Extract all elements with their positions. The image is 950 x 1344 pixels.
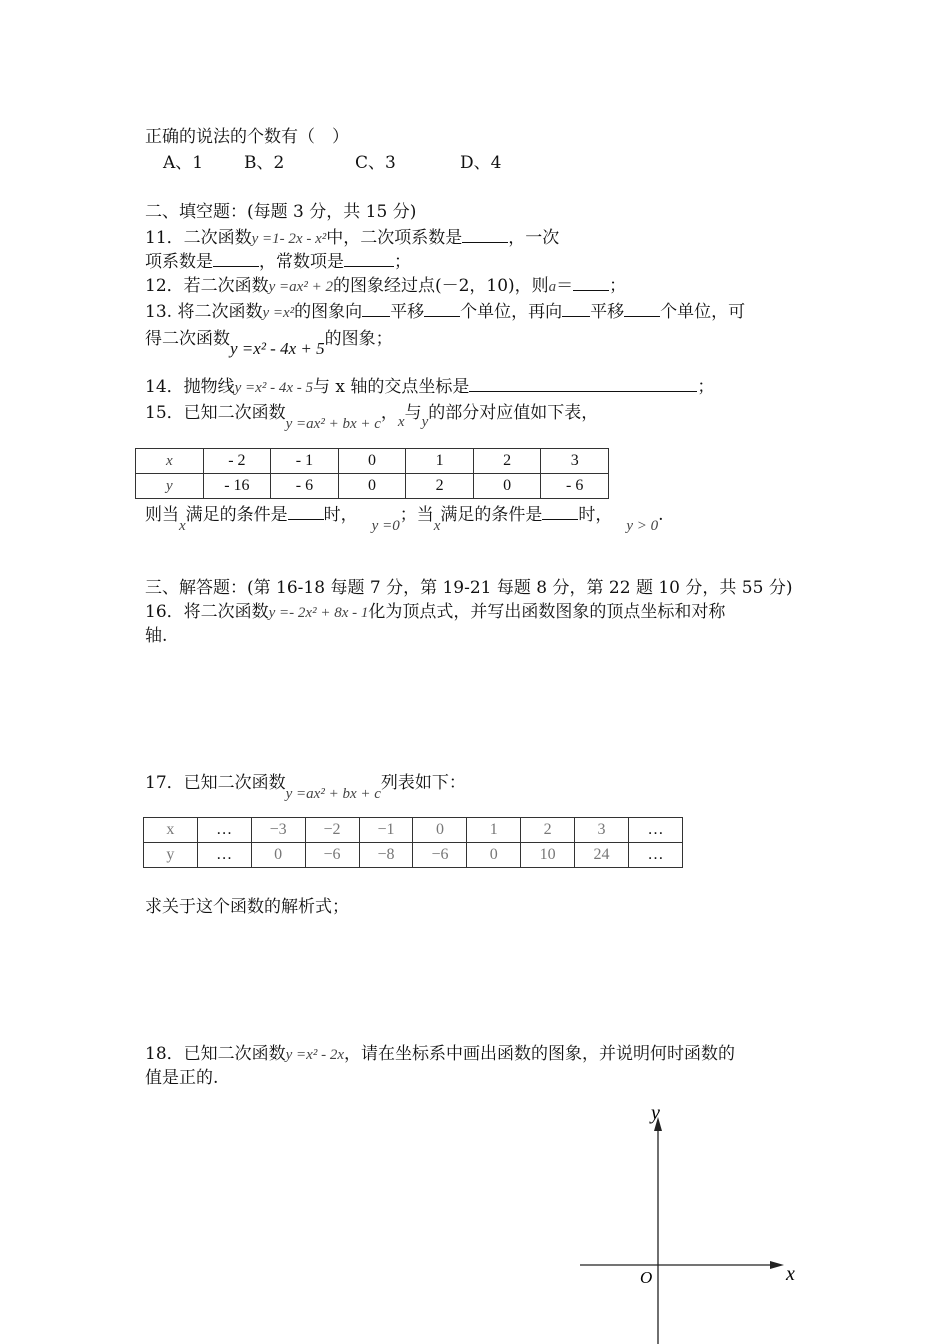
table-cell: 0	[413, 818, 467, 843]
table-cell: 0	[338, 474, 406, 499]
table-cell: 24	[575, 843, 629, 868]
question-15: 15．已知二次函数y =ax² + bx + c，x与y的部分对应值如下表，	[145, 403, 599, 432]
table-cell: 1	[406, 449, 474, 474]
q17-value-table	[143, 817, 683, 868]
table-cell: …	[197, 843, 251, 868]
table-row	[136, 449, 609, 474]
table-cell: −2	[305, 818, 359, 843]
table-cell: 3	[541, 449, 609, 474]
option-a: A、1	[163, 153, 204, 173]
section-3-title: 三、解答题：(第 16-18 每题 7 分，第 19-21 每题 8 分，第 22 题 10 分，共 55 分)	[145, 578, 793, 598]
x-axis-label: x	[786, 1263, 795, 1285]
table-cell: −6	[413, 843, 467, 868]
q15-value-table	[135, 448, 609, 499]
table-cell: - 6	[271, 474, 339, 499]
table-cell: - 6	[541, 474, 609, 499]
question-13-cont: 得二次函数y =x² - 4x + 5的图象；	[145, 329, 393, 358]
table-cell: −1	[359, 818, 413, 843]
y-label-cell: y	[144, 843, 198, 868]
table-cell: 3	[575, 818, 629, 843]
section-2-title: 二、填空题：(每题 3 分，共 15 分)	[145, 202, 417, 222]
table-cell: 2	[521, 818, 575, 843]
question-13: 13. 将二次函数y =x²的图象向 平移 个单位，再向 平移 个单位，可	[145, 302, 746, 322]
option-d: D、4	[460, 153, 502, 173]
option-b: B、2	[244, 153, 285, 173]
table-cell: - 1	[271, 449, 339, 474]
x-axis-arrow-icon	[770, 1261, 784, 1269]
table-cell: −3	[251, 818, 305, 843]
question-16-cont: 轴.	[145, 626, 168, 646]
table-cell: 10	[521, 843, 575, 868]
option-c: C、3	[355, 153, 396, 173]
table-cell: 2	[473, 449, 541, 474]
table-cell: 2	[406, 474, 474, 499]
x-label-cell: x	[136, 449, 204, 474]
y-axis-label: y	[651, 1102, 660, 1124]
table-cell: - 16	[203, 474, 271, 499]
coordinate-axes	[570, 1095, 810, 1344]
question-11: 11．二次函数y =1- 2x - x²中，二次项系数是 ，一次	[145, 228, 560, 248]
question-10-tail: 正确的说法的个数有（ ）	[145, 127, 349, 147]
table-cell: 0	[467, 843, 521, 868]
table-row	[144, 818, 683, 843]
table-cell: …	[628, 818, 682, 843]
table-cell: 0	[338, 449, 406, 474]
x-label-cell: x	[144, 818, 198, 843]
table-row	[144, 843, 683, 868]
table-cell: - 2	[203, 449, 271, 474]
question-12: 12．若二次函数y =ax² + 2的图象经过点(－2，10)，则a＝ ；	[145, 276, 627, 296]
y-label-cell: y	[136, 474, 204, 499]
table-row	[136, 474, 609, 499]
table-cell: 1	[467, 818, 521, 843]
question-16: 16．将二次函数y =- 2x² + 8x - 1化为顶点式，并写出函数图象的顶点坐标和对称	[145, 602, 726, 622]
question-15-cont: 则当x满足的条件是 时，y =0；当x满足的条件是 时，y > 0.	[145, 505, 664, 534]
table-cell: 0	[251, 843, 305, 868]
table-cell: −8	[359, 843, 413, 868]
question-18: 18．已知二次函数y =x² - 2x，请在坐标系中画出函数的图象，并说明何时函数的	[145, 1044, 735, 1064]
table-cell: …	[197, 818, 251, 843]
question-17: 17．已知二次函数y =ax² + bx + c列表如下：	[145, 773, 466, 802]
table-cell: −6	[305, 843, 359, 868]
question-17-cont: 求关于这个函数的解析式；	[145, 897, 349, 917]
question-14: 14．抛物线y =x² - 4x - 5与 x 轴的交点坐标是 ；	[145, 377, 715, 397]
table-cell: …	[628, 843, 682, 868]
table-cell: 0	[473, 474, 541, 499]
question-18-cont: 值是正的.	[145, 1068, 219, 1088]
origin-label: O	[640, 1268, 653, 1287]
question-11-cont: 项系数是 ，常数项是 ；	[145, 252, 411, 272]
